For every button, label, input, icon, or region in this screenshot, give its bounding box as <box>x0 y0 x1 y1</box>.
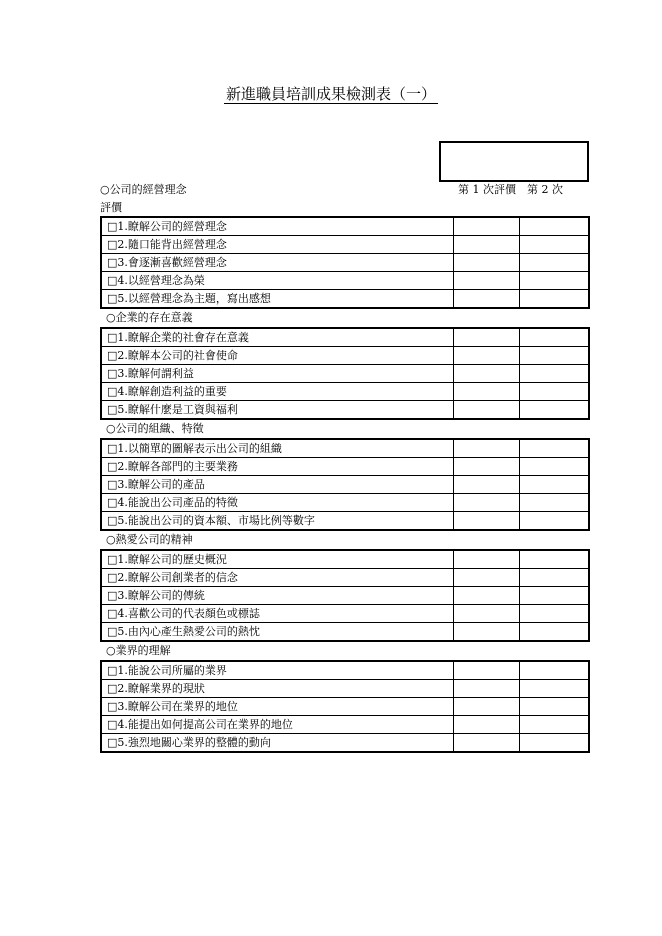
eval2-cell[interactable] <box>520 328 590 347</box>
eval2-cell[interactable] <box>520 217 590 236</box>
eval1-cell[interactable] <box>454 217 520 236</box>
eval2-cell[interactable] <box>520 605 590 623</box>
checklist-item[interactable]: □5.由內心產生熱愛公司的熱忱 <box>101 623 454 642</box>
checklist-item[interactable]: □3.瞭解公司在業界的地位 <box>101 698 454 716</box>
eval1-cell[interactable] <box>454 272 520 290</box>
eval2-cell[interactable] <box>520 623 590 642</box>
table-row <box>101 328 589 347</box>
eval1-cell[interactable] <box>454 383 520 401</box>
eval2-cell[interactable] <box>520 476 590 494</box>
table-row <box>101 680 589 698</box>
eval2-cell[interactable] <box>520 272 590 290</box>
section-title-first: ○公司的經營理念 <box>100 183 187 196</box>
table-row <box>101 661 589 680</box>
checklist-item[interactable]: □3.會逐漸喜歡經營理念 <box>101 254 454 272</box>
eval2-cell[interactable] <box>520 734 590 753</box>
eval1-cell[interactable] <box>454 236 520 254</box>
eval1-cell[interactable] <box>454 290 520 309</box>
checklist-section <box>100 642 590 753</box>
eval2-cell[interactable] <box>520 439 590 458</box>
checklist-item[interactable]: □4.能提出如何提高公司在業界的地位 <box>101 716 454 734</box>
table-row <box>101 550 589 569</box>
table-row <box>101 587 589 605</box>
eval2-cell[interactable] <box>520 254 590 272</box>
eval2-cell[interactable] <box>520 550 590 569</box>
checklist-item[interactable]: □1.以簡單的圖解表示出公司的組織 <box>101 439 454 458</box>
checklist-table <box>100 216 590 309</box>
table-row <box>101 605 589 623</box>
section-title: ○企業的存在意義 <box>106 311 193 324</box>
table-row <box>101 401 589 420</box>
eval1-cell[interactable] <box>454 623 520 642</box>
checklist-table <box>100 438 590 531</box>
page-title: 新進職員培訓成果檢測表（一） <box>225 85 436 103</box>
checklist-table <box>100 549 590 642</box>
table-row <box>101 623 589 642</box>
table-row <box>101 236 589 254</box>
eval2-cell[interactable] <box>520 365 590 383</box>
table-row <box>101 698 589 716</box>
table-row <box>101 272 589 290</box>
eval2-header-wrap: 評價 <box>100 201 122 214</box>
eval1-cell[interactable] <box>454 401 520 420</box>
checklist-item[interactable]: □2.隨口能背出經營理念 <box>101 236 454 254</box>
checklist-section <box>100 309 590 420</box>
eval2-cell[interactable] <box>520 236 590 254</box>
table-row <box>101 439 589 458</box>
checklist-item[interactable]: □4.能說出公司產品的特徵 <box>101 494 454 512</box>
checklist-section <box>100 531 590 642</box>
section-title: ○熱愛公司的精神 <box>106 533 193 546</box>
eval2-cell[interactable] <box>520 587 590 605</box>
eval1-cell[interactable] <box>454 734 520 753</box>
eval1-cell[interactable] <box>454 254 520 272</box>
table-row <box>101 476 589 494</box>
section-title: ○公司的組織、特徵 <box>106 422 204 435</box>
eval1-cell[interactable] <box>454 569 520 587</box>
table-row <box>101 347 589 365</box>
checklist-item[interactable]: □3.瞭解公司的傳統 <box>101 587 454 605</box>
eval2-cell[interactable] <box>520 716 590 734</box>
eval2-cell[interactable] <box>520 680 590 698</box>
checklist-item[interactable]: □5.強烈地關心業界的整體的動向 <box>101 734 454 753</box>
eval1-cell[interactable] <box>454 494 520 512</box>
checklist-section <box>100 216 590 309</box>
eval1-cell[interactable] <box>454 680 520 698</box>
checklist-item[interactable]: □2.瞭解各部門的主要業務 <box>101 458 454 476</box>
eval2-cell[interactable] <box>520 383 590 401</box>
table-row <box>101 217 589 236</box>
checklist-table <box>100 660 590 753</box>
table-row <box>101 494 589 512</box>
table-row <box>101 569 589 587</box>
eval1-cell[interactable] <box>454 365 520 383</box>
eval1-cell[interactable] <box>454 661 520 680</box>
eval1-cell[interactable] <box>454 439 520 458</box>
checklist-item[interactable]: □5.瞭解什麼是工資與福利 <box>101 401 454 420</box>
eval1-cell[interactable] <box>454 605 520 623</box>
checklist-item[interactable]: □2.瞭解本公司的社會使命 <box>101 347 454 365</box>
table-row <box>101 290 589 309</box>
checklist-table <box>100 327 590 420</box>
checklist-item[interactable]: □5.能說出公司的資本額、市場比例等數字 <box>101 512 454 531</box>
table-row <box>101 512 589 531</box>
checklist-sections <box>100 216 590 753</box>
eval2-cell[interactable] <box>520 569 590 587</box>
eval2-cell[interactable] <box>520 347 590 365</box>
eval2-header: 第 2 次 <box>527 183 563 196</box>
eval1-cell[interactable] <box>454 476 520 494</box>
checklist-item[interactable]: □4.喜歡公司的代表顏色或標誌 <box>101 605 454 623</box>
checklist-item[interactable]: □1.能說公司所屬的業界 <box>101 661 454 680</box>
checklist-item[interactable]: □5.以經營理念為主題，寫出感想 <box>101 290 454 309</box>
eval2-cell[interactable] <box>520 661 590 680</box>
eval1-cell[interactable] <box>454 512 520 531</box>
table-row <box>101 716 589 734</box>
eval2-cell[interactable] <box>520 290 590 309</box>
checklist-item[interactable]: □1.瞭解公司的經營理念 <box>101 217 454 236</box>
checklist-item[interactable]: □3.瞭解何謂利益 <box>101 365 454 383</box>
eval1-cell[interactable] <box>454 458 520 476</box>
section-title: ○業界的理解 <box>106 644 171 657</box>
checklist-section <box>100 420 590 531</box>
eval1-header: 第 1 次評價 <box>458 183 516 196</box>
table-row <box>101 365 589 383</box>
table-row <box>101 458 589 476</box>
checklist-item[interactable]: □1.瞭解公司的歷史概況 <box>101 550 454 569</box>
eval1-cell[interactable] <box>454 587 520 605</box>
eval1-cell[interactable] <box>454 328 520 347</box>
eval1-cell[interactable] <box>454 347 520 365</box>
eval1-cell[interactable] <box>454 716 520 734</box>
eval1-cell[interactable] <box>454 698 520 716</box>
table-row <box>101 383 589 401</box>
checklist-item[interactable]: □2.瞭解公司創業者的信念 <box>101 569 454 587</box>
table-row <box>101 254 589 272</box>
eval2-cell[interactable] <box>520 401 590 420</box>
table-row <box>101 734 589 753</box>
checklist-item[interactable]: □4.以經營理念為榮 <box>101 272 454 290</box>
eval1-cell[interactable] <box>454 550 520 569</box>
eval2-cell[interactable] <box>520 494 590 512</box>
checklist-item[interactable]: □2.瞭解業界的現狀 <box>101 680 454 698</box>
eval2-cell[interactable] <box>520 458 590 476</box>
eval2-cell[interactable] <box>520 512 590 531</box>
score-box[interactable] <box>439 141 589 182</box>
checklist-item[interactable]: □1.瞭解企業的社會存在意義 <box>101 328 454 347</box>
checklist-item[interactable]: □3.瞭解公司的產品 <box>101 476 454 494</box>
eval2-cell[interactable] <box>520 698 590 716</box>
checklist-item[interactable]: □4.瞭解創造利益的重要 <box>101 383 454 401</box>
